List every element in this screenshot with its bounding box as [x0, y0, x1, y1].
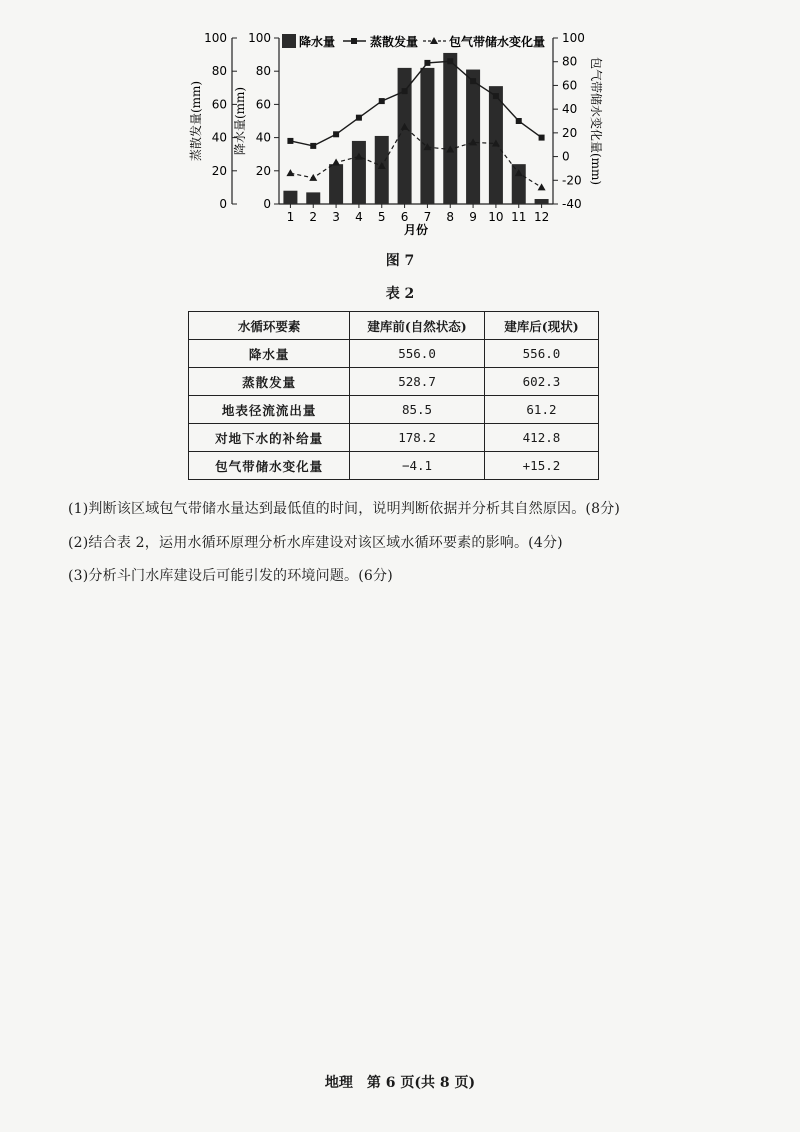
- inner-left-tick-label: 100: [248, 31, 271, 45]
- water-cycle-table: [188, 311, 599, 480]
- precipitation-bar: [375, 136, 389, 204]
- legend-evapotranspiration-marker: [351, 38, 357, 44]
- value-after: 556.0: [484, 340, 598, 368]
- evapotranspiration-point: [424, 60, 430, 66]
- evapotranspiration-point: [356, 115, 362, 121]
- x-tick-label: 10: [488, 210, 504, 224]
- right-tick-label: 80: [562, 54, 578, 69]
- precipitation-bar: [443, 53, 457, 204]
- right-tick-label: 0: [562, 149, 570, 164]
- x-tick-label: 11: [511, 210, 527, 224]
- value-before: 556.0: [350, 340, 485, 368]
- inner-left-tick-label: 80: [255, 64, 271, 79]
- inner-left-tick-label: 20: [255, 163, 271, 178]
- precipitation-bar: [352, 141, 366, 204]
- header-element: 水循环要素: [189, 312, 350, 340]
- value-before: 85.5: [350, 396, 485, 424]
- x-tick-label: 3: [332, 210, 340, 224]
- evapotranspiration-point: [333, 131, 339, 137]
- hydrology-chart: [0, 0, 800, 250]
- value-after: +15.2: [484, 452, 598, 480]
- precipitation-bar: [329, 164, 343, 204]
- value-before: 178.2: [350, 424, 485, 452]
- row-label: 包气带储水变化量: [189, 452, 350, 480]
- table-row: [189, 452, 599, 480]
- x-tick-label: 1: [286, 210, 295, 224]
- right-tick-label: 100: [562, 31, 585, 45]
- evapotranspiration-point: [287, 138, 293, 144]
- inner-left-tick-label: 0: [263, 197, 271, 211]
- outer-left-tick-label: 40: [211, 130, 227, 145]
- value-before: −4.1: [350, 452, 485, 480]
- question-1: (1)判断该区域包气带储水量达到最低值的时间，说明判断依据并分析其自然原因。(8分): [68, 501, 621, 517]
- legend-precipitation-swatch: [282, 34, 296, 48]
- vadose-storage-point: [286, 169, 294, 176]
- evapotranspiration-point: [516, 118, 522, 124]
- precipitation-bar: [466, 70, 480, 204]
- x-axis-title: 月份: [403, 223, 429, 237]
- precipitation-bar: [420, 68, 434, 204]
- x-tick-label: 12: [533, 210, 550, 224]
- evapotranspiration-point: [493, 93, 499, 99]
- x-tick-label: 2: [309, 210, 318, 224]
- right-tick-label: 20: [562, 125, 578, 140]
- inner-left-axis-title: 降水量(mm): [233, 86, 247, 156]
- x-tick-label: 8: [446, 210, 455, 224]
- question-3: (3)分析斗门水库建设后可能引发的环境问题。(6分): [68, 568, 393, 584]
- legend-vadose-marker: [430, 37, 438, 44]
- vadose-storage-line: [290, 127, 541, 187]
- x-tick-label: 6: [400, 210, 409, 224]
- right-tick-label: 60: [562, 78, 578, 93]
- evapotranspiration-point: [447, 58, 453, 64]
- inner-left-tick-label: 40: [255, 130, 271, 145]
- x-tick-label: 9: [469, 210, 477, 224]
- table-row: [189, 396, 599, 424]
- evapotranspiration-point: [310, 143, 316, 149]
- header-before: 建库前(自然状态): [350, 312, 485, 340]
- outer-left-tick-label: 0: [219, 197, 227, 211]
- right-tick-label: 40: [562, 102, 578, 117]
- inner-left-tick-label: 60: [255, 97, 271, 112]
- table-header-row: [189, 312, 599, 340]
- precipitation-bar: [283, 191, 297, 204]
- right-axis-title: 包气带储水变化量(mm): [589, 56, 603, 186]
- x-tick-label: 7: [423, 210, 432, 224]
- table-row: [189, 424, 599, 452]
- precipitation-bar: [306, 192, 320, 204]
- value-after: 61.2: [484, 396, 598, 424]
- legend-precipitation-label: 降水量: [299, 35, 336, 49]
- evapotranspiration-point: [379, 98, 385, 104]
- evapotranspiration-point: [402, 88, 408, 94]
- page-footer: 地理 第 6 页(共 8 页): [324, 1075, 476, 1091]
- value-after: 412.8: [484, 424, 598, 452]
- vadose-storage-point: [332, 159, 340, 166]
- header-after: 建库后(现状): [484, 312, 598, 340]
- outer-left-tick-label: 80: [211, 64, 227, 79]
- vadose-storage-point: [538, 183, 546, 190]
- legend-evapotranspiration-label: 蒸散发量: [370, 35, 419, 49]
- figure-label: 图 7: [385, 253, 415, 269]
- precipitation-bar: [535, 199, 549, 204]
- table-row: [189, 368, 599, 396]
- value-after: 602.3: [484, 368, 598, 396]
- x-tick-label: 5: [377, 210, 386, 224]
- legend-vadose-label: 包气带储水变化量: [449, 35, 546, 49]
- row-label: 地表径流流出量: [189, 396, 350, 424]
- row-label: 降水量: [189, 340, 350, 368]
- right-tick-label: -20: [562, 173, 582, 188]
- table-label: 表 2: [385, 286, 415, 302]
- evapotranspiration-point: [539, 135, 545, 141]
- outer-left-tick-label: 20: [211, 163, 227, 178]
- row-label: 蒸散发量: [189, 368, 350, 396]
- table-row: [189, 340, 599, 368]
- outer-left-tick-label: 60: [211, 97, 227, 112]
- row-label: 对地下水的补给量: [189, 424, 350, 452]
- outer-left-axis-title: 蒸散发量(mm): [189, 80, 203, 162]
- value-before: 528.7: [350, 368, 485, 396]
- outer-left-tick-label: 100: [204, 31, 227, 45]
- evapotranspiration-line: [290, 61, 541, 146]
- right-tick-label: -40: [562, 197, 582, 211]
- vadose-storage-point: [309, 174, 317, 181]
- x-tick-label: 4: [355, 210, 363, 224]
- question-2: (2)结合表 2，运用水循环原理分析水库建设对该区域水循环要素的影响。(4分): [68, 535, 563, 551]
- evapotranspiration-point: [470, 78, 476, 84]
